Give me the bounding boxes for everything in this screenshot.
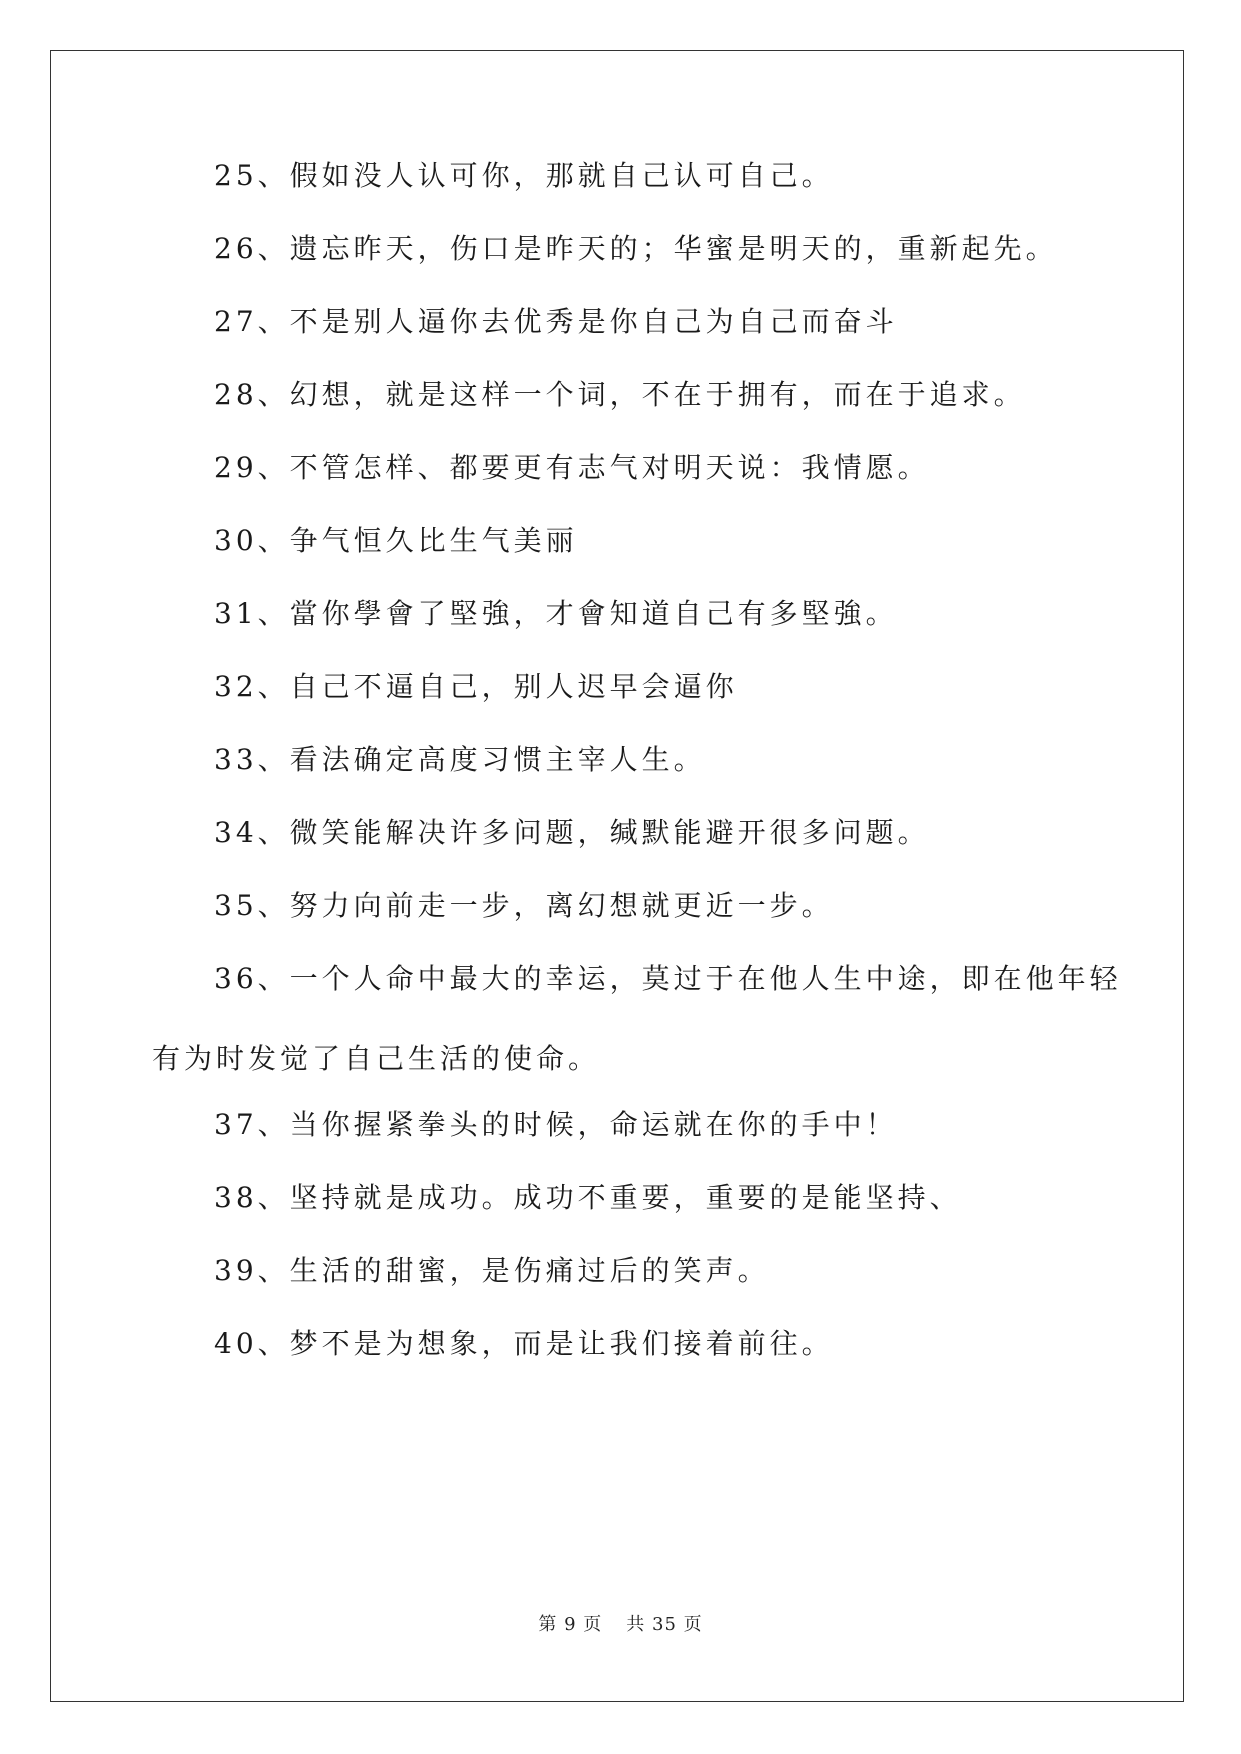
quote-text: 37、当你握紧拳头的时候，命运就在你的手中！ bbox=[214, 1108, 898, 1141]
page-footer bbox=[0, 1610, 1241, 1636]
page-number: 第 9 页 bbox=[538, 1614, 603, 1635]
quote-text: 28、幻想，就是这样一个词，不在于拥有，而在于追求。 bbox=[214, 378, 1026, 411]
quote-text: 36、一个人命中最大的幸运，莫过于在他人生中途，即在他年轻 bbox=[214, 962, 1122, 995]
quote-text: 25、假如没人认可你，那就自己认可自己。 bbox=[214, 159, 834, 192]
quote-text: 29、不管怎样、都要更有志气对明天说：我情愿。 bbox=[214, 451, 930, 484]
quote-text: 33、看法确定高度习惯主宰人生。 bbox=[214, 743, 706, 776]
quote-text: 32、自己不逼自己，别人迟早会逼你 bbox=[214, 670, 738, 703]
quote-text: 38、坚持就是成功。成功不重要，重要的是能坚持、 bbox=[214, 1181, 962, 1214]
quote-text: 26、遗忘昨天，伤口是昨天的；华蜜是明天的，重新起先。 bbox=[214, 232, 1058, 265]
quote-text: 31、當你學會了堅強，才會知道自己有多堅強。 bbox=[214, 597, 898, 630]
quote-text: 34、微笑能解决许多问题，缄默能避开很多问题。 bbox=[214, 816, 930, 849]
page-border bbox=[50, 50, 1184, 1702]
page-total: 共 35 页 bbox=[626, 1614, 703, 1635]
quote-text-continuation: 有为时发觉了自己生活的使命。 bbox=[152, 1042, 601, 1075]
quote-text: 35、努力向前走一步，离幻想就更近一步。 bbox=[214, 889, 834, 922]
quote-list bbox=[51, 51, 1183, 1701]
quote-text: 40、梦不是为想象，而是让我们接着前往。 bbox=[214, 1327, 834, 1360]
quote-text: 27、不是别人逼你去优秀是你自己为自己而奋斗 bbox=[214, 305, 898, 338]
quote-text: 39、生活的甜蜜，是伤痛过后的笑声。 bbox=[214, 1254, 770, 1287]
quote-text: 30、争气恒久比生气美丽 bbox=[214, 524, 578, 557]
